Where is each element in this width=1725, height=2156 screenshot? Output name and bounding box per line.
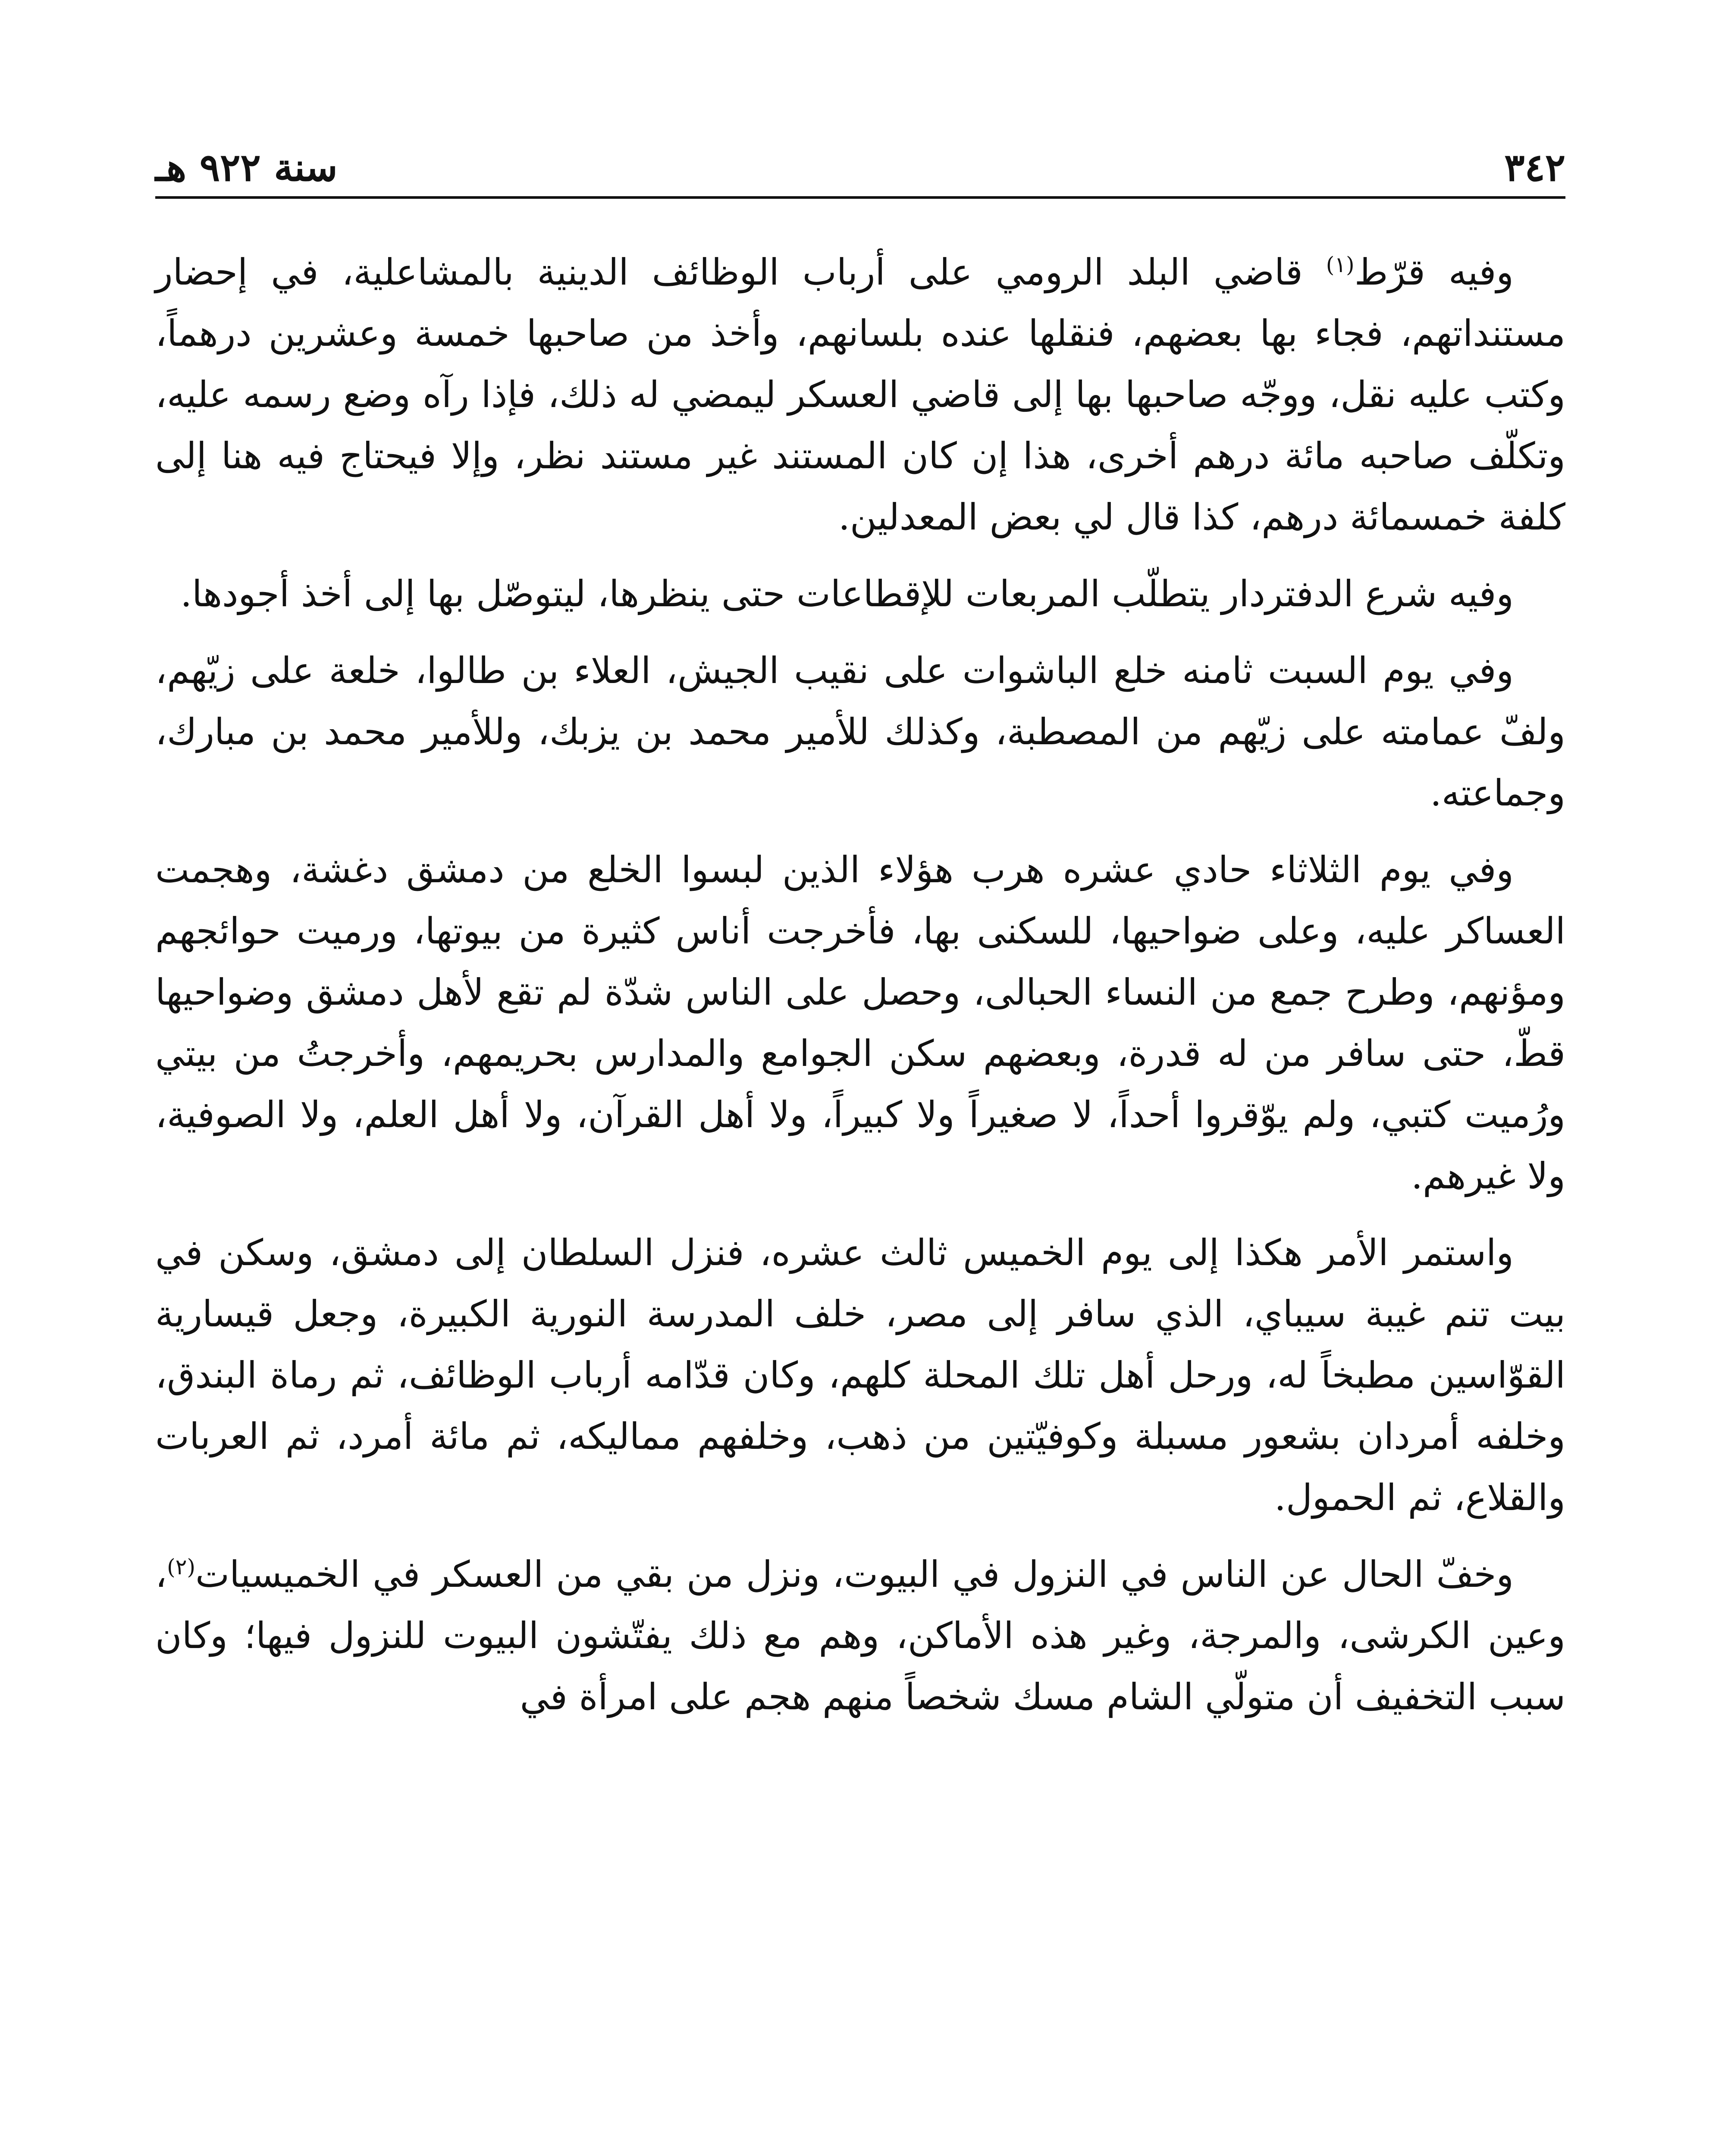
paragraph	[155, 1544, 1565, 1727]
paragraph-text: وفيه شرع الدفتردار يتطلّب المربعات للإقطاعات حتى ينظرها، ليتوصّل بها إلى أخذ أجودها.	[180, 573, 1514, 615]
paragraph-text: واستمر الأمر هكذا إلى يوم الخميس ثالث عشره، فنزل السلطان إلى دمشق، وسكن في بيت تنم غيبة سيباي، الذي سافر إلى مصر، خلف المدرسة النورية الكبيرة، وجعل قيسارية القوّاسين مطبخاً له، ورحل أهل تلك المحلة كلهم، وكان قدّامه أرباب الوظائف، ثم رماة البندق، وخلفه أمردان بشعور مسبلة وكوفيّتين من ذهب، وخلفهم مماليكه، ثم مائة أمرد، ثم العربات والقلاع، ثم الحمول.	[155, 1232, 1566, 1519]
main-text	[155, 241, 1565, 1743]
paragraph-text: قاضي البلد الرومي على أرباب الوظائف الدينية بالمشاعلية، في إحضار مستنداتهم، فجاء بها بعضهم، فنقلها عنده بلسانهم، وأخذ من صاحبها خمسة وعشرين درهماً، وكتب عليه نقل، ووجّه صاحبها بها إلى قاضي العسكر ليمضي له ذلك، فإذا رآه وضع رسمه عليه، وتكلّف صاحبه مائة درهم أخرى، هذا إن كان المستند غير مستند نظر، وإلا فيحتاج فيه هنا إلى كلفة خمسمائة درهم، كذا قال لي بعض المعدلين.	[155, 251, 1565, 538]
header-divider	[155, 196, 1565, 199]
page-number: ٣٤٢	[1504, 145, 1565, 190]
footnote-reference: (١)	[1326, 252, 1355, 277]
paragraph-text: وخفّ الحال عن الناس في النزول في البيوت، ونزل من بقي من العسكر في الخميسيات	[195, 1553, 1514, 1595]
paragraph	[155, 563, 1565, 624]
paragraph	[155, 640, 1565, 824]
running-header	[155, 138, 1565, 190]
paragraph-text: وفي يوم السبت ثامنه خلع الباشوات على نقيب الجيش، العلاء بن طالوا، خلعة على زيّهم، ولفّ عمامته على زيّهم من المصطبة، وكذلك للأمير محمد بن يزبك، وللأمير محمد بن مبارك، وجماعته.	[155, 649, 1565, 814]
paragraph	[155, 241, 1565, 548]
running-title: سنة ٩٢٢ هـ	[155, 145, 338, 190]
paragraph-text: ، وعين الكرشى، والمرجة، وغير هذه الأماكن، وهم مع ذلك يفتّشون البيوت للنزول فيها؛ وكان سبب التخفيف أن متولّي الشام مسك شخصاً منهم هجم على امرأة في	[155, 1553, 1565, 1718]
paragraph-text: وفي يوم الثلاثاء حادي عشره هرب هؤلاء الذين لبسوا الخلع من دمشق دغشة، وهجمت العساكر عليه، وعلى ضواحيها، للسكنى بها، فأخرجت أناس كثيرة من بيوتها، ورميت حوائجهم ومؤنهم، وطرح جمع من النساء الحبالى، وحصل على الناس شدّة لم تقع لأهل دمشق وضواحيها قطّ، حتى سافر من له قدرة، وبعضهم سكن الجوامع والمدارس بحريمهم، وأخرجتُ من بيتي ورُميت كتبي، ولم يوّقروا أحداً، لا صغيراً ولا كبيراً، ولا أهل القرآن، ولا أهل العلم، ولا الصوفية، ولا غيرهم.	[155, 849, 1565, 1197]
footnote-reference: (٢)	[167, 1554, 196, 1579]
paragraph	[155, 1222, 1565, 1528]
paragraph-text: وفيه قرّط	[1354, 251, 1514, 293]
paragraph	[155, 839, 1565, 1206]
